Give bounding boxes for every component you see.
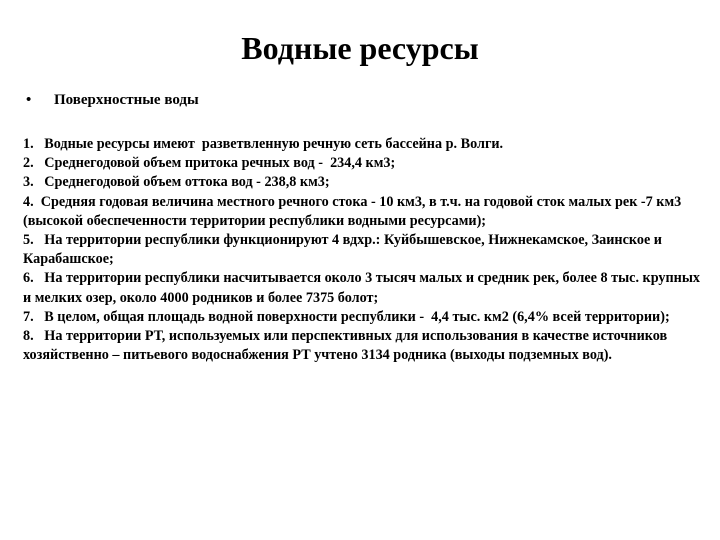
bullet-heading-text: Поверхностные воды xyxy=(54,92,199,108)
list-item: 8. На территории РТ, используемых или перспективных для использования в качестве источников хозяйственно – питьевого водоснабжения РТ учтено 3134 родника (выходы подземных вод). xyxy=(23,328,671,364)
list-item: 3. Среднегодовой объем оттока вод - 238,8 км3; xyxy=(23,174,330,191)
list-item: 4. Средняя годовая величина местного речного стока - 10 км3, в т.ч. на годовой сток малых рек -7 км3 (высокой обеспеченности территории республики водными ресурсами); xyxy=(23,193,685,229)
list-item: 2. Среднегодовой объем притока речных вод - 234,4 км3; xyxy=(23,155,396,172)
page-title: Водные ресурсы xyxy=(241,30,479,66)
list-item: 5. На территории республики функционируют 4 вдхр.: Куйбышевское, Нижнекамское, Заинское и Карабашское; xyxy=(23,232,666,268)
list-item: 1. Водные ресурсы имеют разветвленную речную сеть бассейна р. Волги. xyxy=(23,136,504,152)
bullet-heading xyxy=(26,90,199,110)
bullet-icon: • xyxy=(26,92,32,108)
numbered-list xyxy=(23,135,703,365)
list-item: 6. На территории республики насчитывается около 3 тысяч малых и средник рек, более 8 тыс. крупных и мелких озер, около 4000 родников и более 7375 болот; xyxy=(23,270,704,306)
list-item: 7. В целом, общая площадь водной поверхности республики - 4,4 тыс. км2 (6,4% всей территории); xyxy=(23,308,670,325)
